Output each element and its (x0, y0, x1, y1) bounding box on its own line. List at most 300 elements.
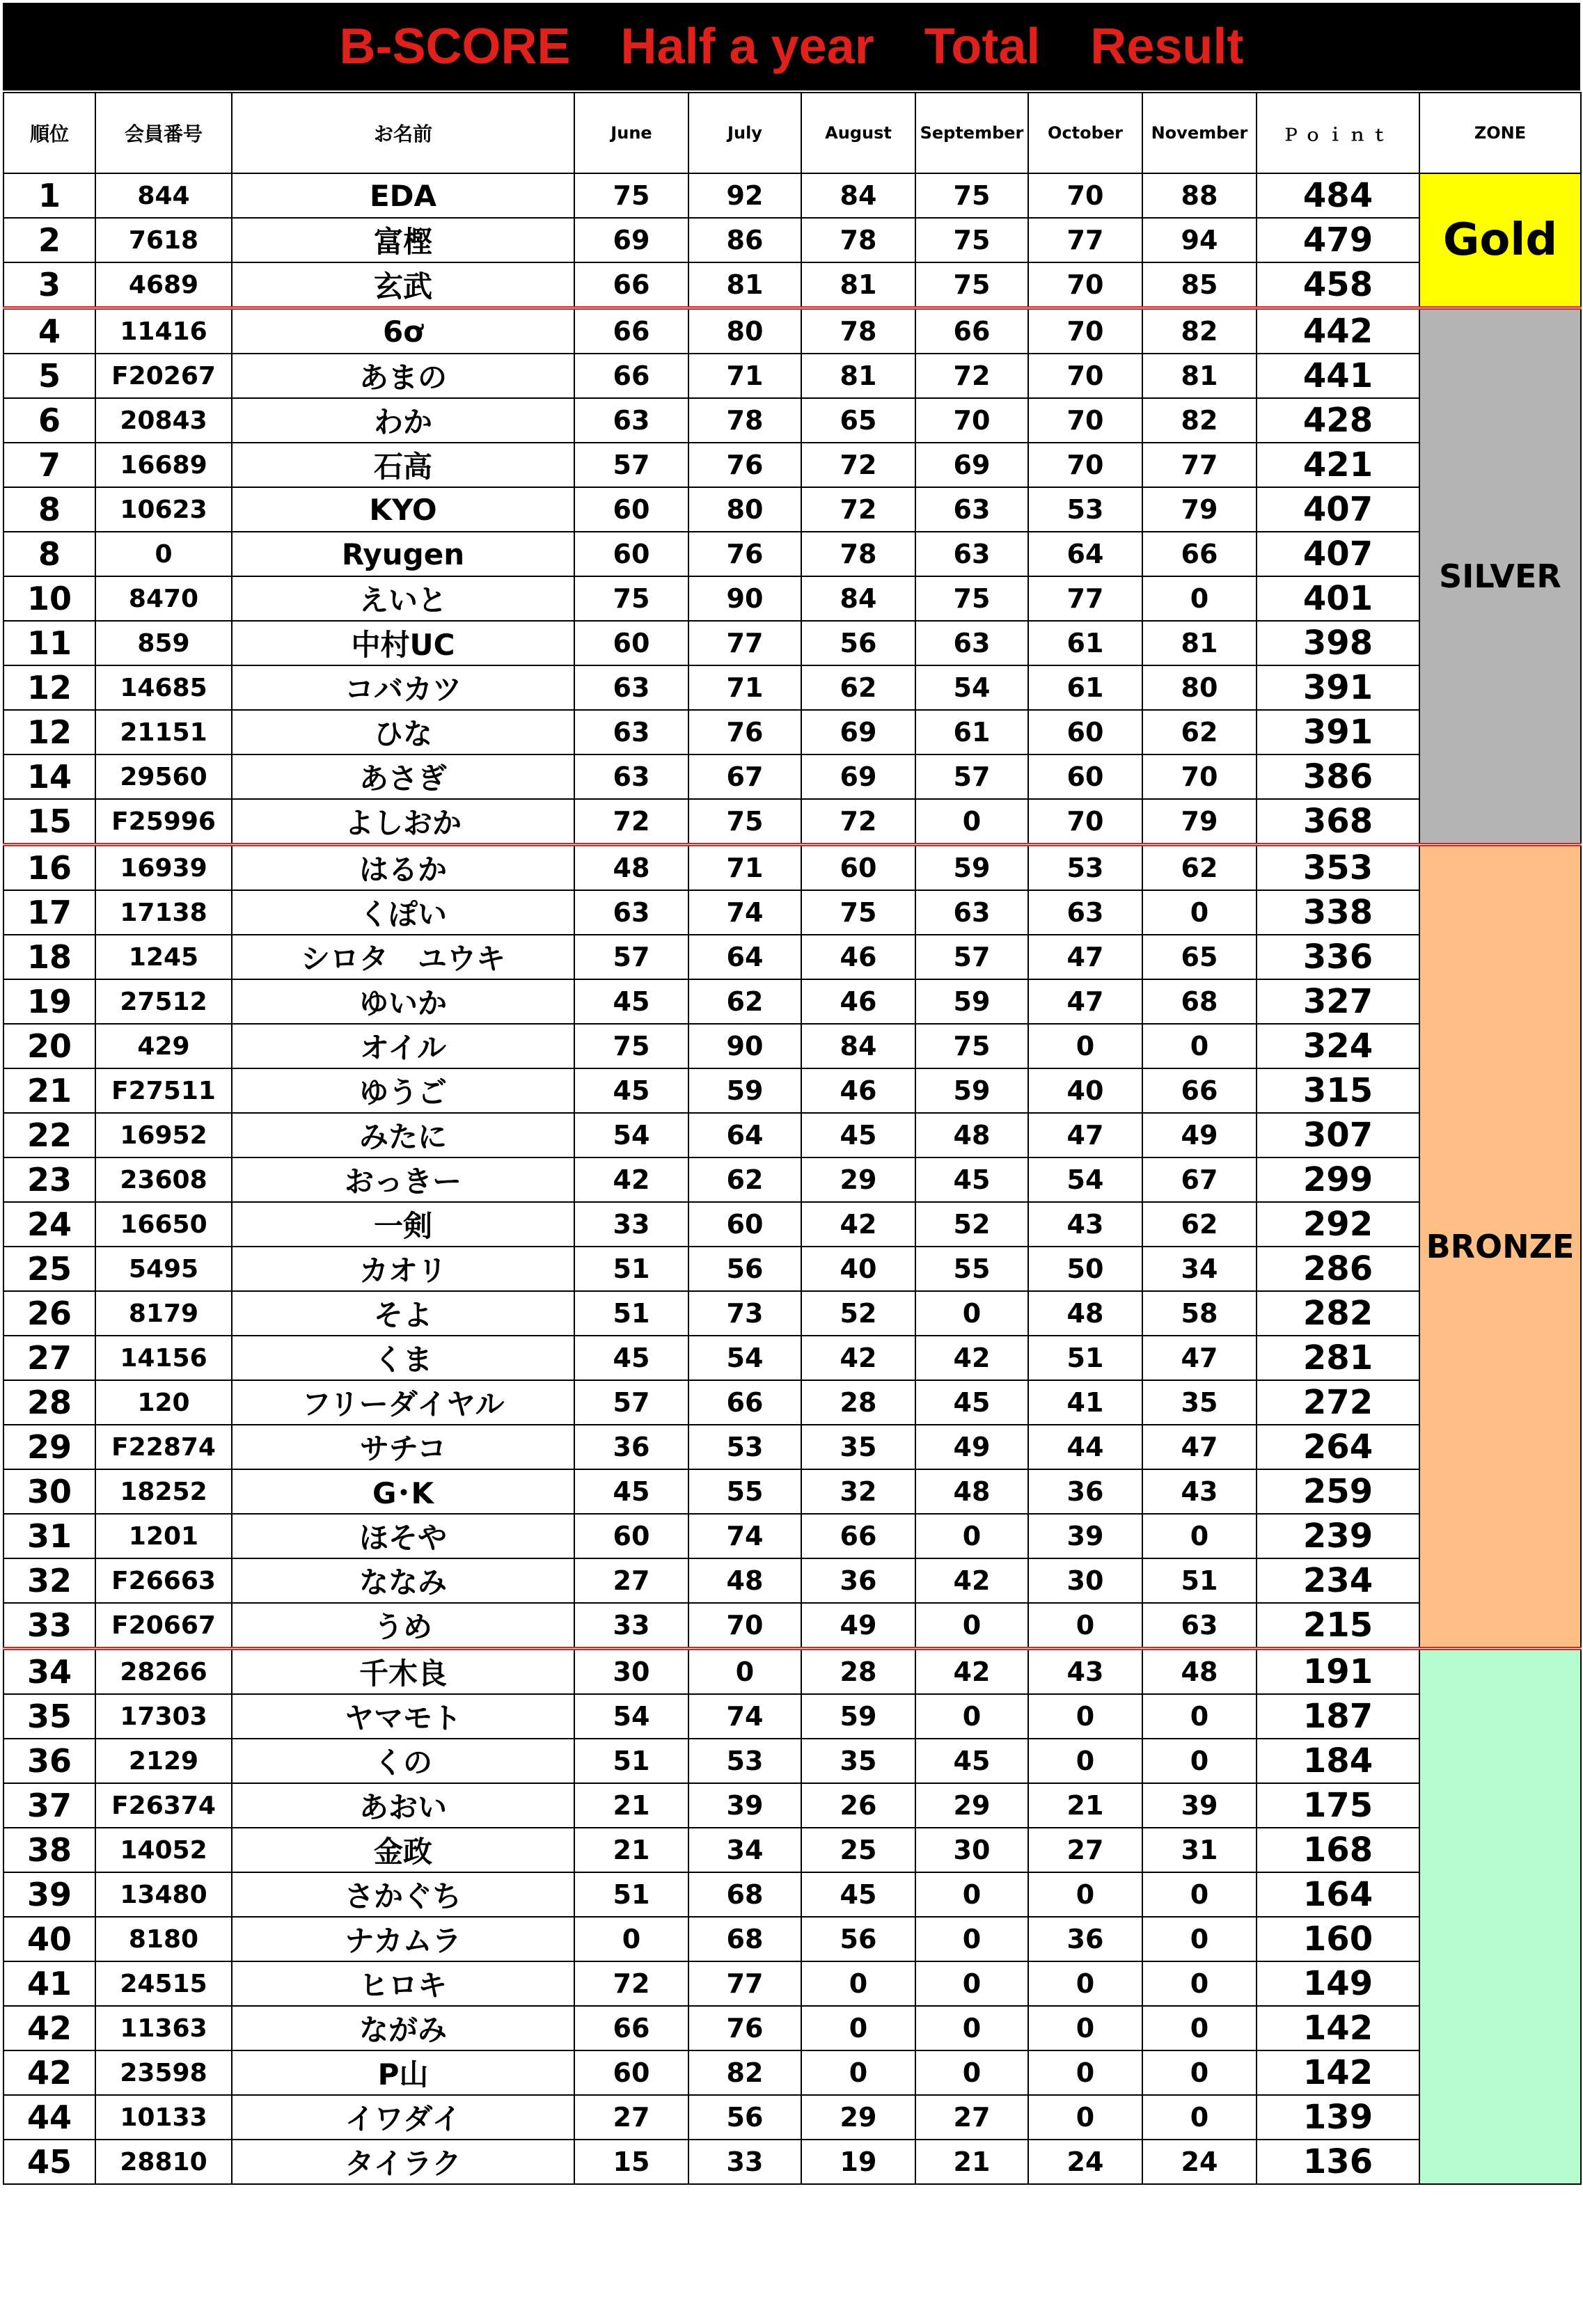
november-score-cell: 0 (1142, 576, 1257, 621)
july-score-cell: 62 (688, 979, 801, 1024)
table-row (3, 2095, 1581, 2140)
july-score-cell: 54 (688, 1336, 801, 1380)
november-score-cell: 31 (1142, 1828, 1257, 1872)
july-score-cell: 92 (688, 173, 801, 218)
member-number-cell: F20667 (95, 1603, 232, 1649)
name-cell: オイル (232, 1024, 574, 1068)
point-cell: 281 (1257, 1336, 1419, 1380)
september-score-cell: 0 (915, 2050, 1028, 2095)
july-score-cell: 66 (688, 1380, 801, 1425)
august-score-cell: 0 (801, 1961, 915, 2006)
september-score-cell: 48 (915, 1469, 1028, 1514)
june-score-cell: 27 (574, 2095, 688, 2140)
rank-cell: 27 (3, 1336, 95, 1380)
table-row (3, 890, 1581, 935)
header-name: お名前 (232, 93, 574, 173)
november-score-cell: 82 (1142, 308, 1257, 354)
point-cell: 136 (1257, 2140, 1419, 2184)
october-score-cell: 40 (1028, 1068, 1142, 1113)
header-rank: 順位 (3, 93, 95, 173)
rank-cell: 11 (3, 621, 95, 665)
august-score-cell: 52 (801, 1291, 915, 1336)
name-cell: くぽい (232, 890, 574, 935)
september-score-cell: 59 (915, 845, 1028, 891)
rank-cell: 2 (3, 218, 95, 262)
rank-cell: 29 (3, 1425, 95, 1469)
point-cell: 184 (1257, 1739, 1419, 1783)
august-score-cell: 56 (801, 621, 915, 665)
june-score-cell: 30 (574, 1649, 688, 1695)
november-score-cell: 85 (1142, 262, 1257, 308)
july-score-cell: 48 (688, 1558, 801, 1603)
august-score-cell: 25 (801, 1828, 915, 1872)
point-cell: 407 (1257, 487, 1419, 532)
rank-cell: 8 (3, 532, 95, 576)
table-row (3, 1380, 1581, 1425)
table-row (3, 1694, 1581, 1739)
november-score-cell: 62 (1142, 1202, 1257, 1247)
october-score-cell: 53 (1028, 845, 1142, 891)
rank-cell: 33 (3, 1603, 95, 1649)
member-number-cell: 859 (95, 621, 232, 665)
june-score-cell: 15 (574, 2140, 688, 2184)
october-score-cell: 64 (1028, 532, 1142, 576)
september-score-cell: 27 (915, 2095, 1028, 2140)
october-score-cell: 54 (1028, 1157, 1142, 1202)
august-score-cell: 49 (801, 1603, 915, 1649)
member-number-cell: 11416 (95, 308, 232, 354)
table-row (3, 2140, 1581, 2184)
july-score-cell: 75 (688, 799, 801, 845)
september-score-cell: 75 (915, 576, 1028, 621)
member-number-cell: F25996 (95, 799, 232, 845)
name-cell: G･K (232, 1469, 574, 1514)
october-score-cell: 0 (1028, 1694, 1142, 1739)
july-score-cell: 74 (688, 1514, 801, 1558)
member-number-cell: 0 (95, 532, 232, 576)
table-body (3, 173, 1581, 2184)
point-cell: 484 (1257, 173, 1419, 218)
table-row (3, 1024, 1581, 1068)
october-score-cell: 60 (1028, 710, 1142, 754)
september-score-cell: 54 (915, 665, 1028, 710)
header-june: June (574, 93, 688, 173)
october-score-cell: 0 (1028, 2006, 1142, 2050)
rank-cell: 45 (3, 2140, 95, 2184)
table-row (3, 1247, 1581, 1291)
rank-cell: 28 (3, 1380, 95, 1425)
august-score-cell: 32 (801, 1469, 915, 1514)
member-number-cell: 844 (95, 173, 232, 218)
july-score-cell: 71 (688, 665, 801, 710)
name-cell: フリーダイヤル (232, 1380, 574, 1425)
member-number-cell: 27512 (95, 979, 232, 1024)
november-score-cell: 0 (1142, 1961, 1257, 2006)
table-row (3, 1469, 1581, 1514)
july-score-cell: 74 (688, 1694, 801, 1739)
table-row (3, 487, 1581, 532)
september-score-cell: 42 (915, 1336, 1028, 1380)
july-score-cell: 74 (688, 890, 801, 935)
october-score-cell: 39 (1028, 1514, 1142, 1558)
november-score-cell: 47 (1142, 1336, 1257, 1380)
june-score-cell: 51 (574, 1872, 688, 1917)
name-cell: Ryugen (232, 532, 574, 576)
rank-cell: 25 (3, 1247, 95, 1291)
rank-cell: 24 (3, 1202, 95, 1247)
table-row (3, 710, 1581, 754)
june-score-cell: 63 (574, 890, 688, 935)
september-score-cell: 61 (915, 710, 1028, 754)
name-cell: タイラク (232, 2140, 574, 2184)
name-cell: みたに (232, 1113, 574, 1157)
rank-cell: 22 (3, 1113, 95, 1157)
october-score-cell: 21 (1028, 1783, 1142, 1828)
july-score-cell: 81 (688, 262, 801, 308)
name-cell: ほそや (232, 1514, 574, 1558)
point-cell: 139 (1257, 2095, 1419, 2140)
point-cell: 401 (1257, 576, 1419, 621)
point-cell: 327 (1257, 979, 1419, 1024)
table-row (3, 1649, 1581, 1695)
point-cell: 215 (1257, 1603, 1419, 1649)
october-score-cell: 50 (1028, 1247, 1142, 1291)
june-score-cell: 21 (574, 1828, 688, 1872)
name-cell: ひな (232, 710, 574, 754)
november-score-cell: 79 (1142, 487, 1257, 532)
rank-cell: 3 (3, 262, 95, 308)
september-score-cell: 63 (915, 532, 1028, 576)
member-number-cell: 16689 (95, 443, 232, 487)
august-score-cell: 29 (801, 1157, 915, 1202)
september-score-cell: 59 (915, 979, 1028, 1024)
table-row (3, 1828, 1581, 1872)
point-cell: 442 (1257, 308, 1419, 354)
point-cell: 272 (1257, 1380, 1419, 1425)
june-score-cell: 69 (574, 218, 688, 262)
member-number-cell: 14156 (95, 1336, 232, 1380)
name-cell: うめ (232, 1603, 574, 1649)
november-score-cell: 0 (1142, 1694, 1257, 1739)
table-row (3, 1558, 1581, 1603)
july-score-cell: 55 (688, 1469, 801, 1514)
name-cell: はるか (232, 845, 574, 891)
august-score-cell: 56 (801, 1917, 915, 1961)
member-number-cell: 429 (95, 1024, 232, 1068)
rank-cell: 39 (3, 1872, 95, 1917)
june-score-cell: 75 (574, 576, 688, 621)
member-number-cell: F27511 (95, 1068, 232, 1113)
november-score-cell: 51 (1142, 1558, 1257, 1603)
october-score-cell: 53 (1028, 487, 1142, 532)
september-score-cell: 45 (915, 1157, 1028, 1202)
june-score-cell: 60 (574, 621, 688, 665)
september-score-cell: 63 (915, 621, 1028, 665)
september-score-cell: 57 (915, 754, 1028, 799)
june-score-cell: 45 (574, 1336, 688, 1380)
november-score-cell: 0 (1142, 1739, 1257, 1783)
september-score-cell: 42 (915, 1558, 1028, 1603)
october-score-cell: 47 (1028, 1113, 1142, 1157)
member-number-cell: 16650 (95, 1202, 232, 1247)
point-cell: 164 (1257, 1872, 1419, 1917)
november-score-cell: 0 (1142, 1872, 1257, 1917)
rank-cell: 41 (3, 1961, 95, 2006)
july-score-cell: 82 (688, 2050, 801, 2095)
table-row (3, 1739, 1581, 1783)
november-score-cell: 70 (1142, 754, 1257, 799)
point-cell: 307 (1257, 1113, 1419, 1157)
november-score-cell: 0 (1142, 1024, 1257, 1068)
november-score-cell: 0 (1142, 1917, 1257, 1961)
september-score-cell: 45 (915, 1739, 1028, 1783)
june-score-cell: 57 (574, 935, 688, 979)
name-cell: EDA (232, 173, 574, 218)
november-score-cell: 62 (1142, 710, 1257, 754)
point-cell: 336 (1257, 935, 1419, 979)
august-score-cell: 72 (801, 443, 915, 487)
point-cell: 259 (1257, 1469, 1419, 1514)
july-score-cell: 71 (688, 354, 801, 398)
june-score-cell: 0 (574, 1917, 688, 1961)
table-row (3, 935, 1581, 979)
june-score-cell: 72 (574, 1961, 688, 2006)
november-score-cell: 88 (1142, 173, 1257, 218)
september-score-cell: 55 (915, 1247, 1028, 1291)
october-score-cell: 36 (1028, 1469, 1142, 1514)
name-cell: P山 (232, 2050, 574, 2095)
july-score-cell: 53 (688, 1425, 801, 1469)
july-score-cell: 60 (688, 1202, 801, 1247)
member-number-cell: F20267 (95, 354, 232, 398)
rank-cell: 12 (3, 665, 95, 710)
july-score-cell: 64 (688, 1113, 801, 1157)
rank-cell: 30 (3, 1469, 95, 1514)
table-row (3, 1603, 1581, 1649)
member-number-cell: 7618 (95, 218, 232, 262)
august-score-cell: 46 (801, 979, 915, 1024)
rank-cell: 31 (3, 1514, 95, 1558)
member-number-cell: 11363 (95, 2006, 232, 2050)
rank-cell: 34 (3, 1649, 95, 1695)
august-score-cell: 84 (801, 1024, 915, 1068)
october-score-cell: 27 (1028, 1828, 1142, 1872)
point-cell: 168 (1257, 1828, 1419, 1872)
member-number-cell: 4689 (95, 262, 232, 308)
member-number-cell: 8180 (95, 1917, 232, 1961)
rank-cell: 35 (3, 1694, 95, 1739)
name-cell: えいと (232, 576, 574, 621)
table-row (3, 1291, 1581, 1336)
august-score-cell: 81 (801, 262, 915, 308)
july-score-cell: 56 (688, 2095, 801, 2140)
name-cell: くの (232, 1739, 574, 1783)
august-score-cell: 0 (801, 2006, 915, 2050)
august-score-cell: 35 (801, 1425, 915, 1469)
member-number-cell: 8179 (95, 1291, 232, 1336)
name-cell: ななみ (232, 1558, 574, 1603)
july-score-cell: 64 (688, 935, 801, 979)
name-cell: あおい (232, 1783, 574, 1828)
name-cell: サチコ (232, 1425, 574, 1469)
june-score-cell: 33 (574, 1202, 688, 1247)
point-cell: 191 (1257, 1649, 1419, 1695)
rank-cell: 26 (3, 1291, 95, 1336)
member-number-cell: 23598 (95, 2050, 232, 2095)
point-cell: 386 (1257, 754, 1419, 799)
results-table (3, 92, 1582, 2185)
name-cell: カオリ (232, 1247, 574, 1291)
name-cell: ゆうご (232, 1068, 574, 1113)
november-score-cell: 0 (1142, 2006, 1257, 2050)
table-row (3, 1872, 1581, 1917)
name-cell: 金政 (232, 1828, 574, 1872)
august-score-cell: 29 (801, 2095, 915, 2140)
member-number-cell: 8470 (95, 576, 232, 621)
rank-cell: 42 (3, 2050, 95, 2095)
june-score-cell: 45 (574, 1068, 688, 1113)
point-cell: 421 (1257, 443, 1419, 487)
october-score-cell: 70 (1028, 308, 1142, 354)
october-score-cell: 70 (1028, 354, 1142, 398)
june-score-cell: 63 (574, 710, 688, 754)
august-score-cell: 84 (801, 173, 915, 218)
point-cell: 286 (1257, 1247, 1419, 1291)
table-row (3, 1113, 1581, 1157)
table-row (3, 1917, 1581, 1961)
point-cell: 391 (1257, 665, 1419, 710)
october-score-cell: 70 (1028, 443, 1142, 487)
october-score-cell: 61 (1028, 621, 1142, 665)
september-score-cell: 0 (915, 1961, 1028, 2006)
july-score-cell: 77 (688, 621, 801, 665)
november-score-cell: 63 (1142, 1603, 1257, 1649)
name-cell: ヒロキ (232, 1961, 574, 2006)
rank-cell: 32 (3, 1558, 95, 1603)
member-number-cell: 28810 (95, 2140, 232, 2184)
point-cell: 160 (1257, 1917, 1419, 1961)
name-cell: 中村UC (232, 621, 574, 665)
name-cell: さかぐち (232, 1872, 574, 1917)
july-score-cell: 0 (688, 1649, 801, 1695)
point-cell: 142 (1257, 2006, 1419, 2050)
point-cell: 149 (1257, 1961, 1419, 2006)
november-score-cell: 0 (1142, 2050, 1257, 2095)
point-cell: 315 (1257, 1068, 1419, 1113)
august-score-cell: 28 (801, 1649, 915, 1695)
august-score-cell: 46 (801, 1068, 915, 1113)
header-zone: ZONE (1419, 93, 1581, 173)
september-score-cell: 70 (915, 398, 1028, 443)
september-score-cell: 0 (915, 2006, 1028, 2050)
point-cell: 142 (1257, 2050, 1419, 2095)
july-score-cell: 71 (688, 845, 801, 891)
november-score-cell: 80 (1142, 665, 1257, 710)
november-score-cell: 43 (1142, 1469, 1257, 1514)
july-score-cell: 59 (688, 1068, 801, 1113)
november-score-cell: 67 (1142, 1157, 1257, 1202)
table-row (3, 979, 1581, 1024)
member-number-cell: 18252 (95, 1469, 232, 1514)
october-score-cell: 63 (1028, 890, 1142, 935)
june-score-cell: 75 (574, 173, 688, 218)
table-row (3, 398, 1581, 443)
november-score-cell: 77 (1142, 443, 1257, 487)
point-cell: 368 (1257, 799, 1419, 845)
june-score-cell: 63 (574, 754, 688, 799)
september-score-cell: 0 (915, 1917, 1028, 1961)
july-score-cell: 76 (688, 710, 801, 754)
point-cell: 441 (1257, 354, 1419, 398)
november-score-cell: 48 (1142, 1649, 1257, 1695)
november-score-cell: 0 (1142, 1514, 1257, 1558)
rank-cell: 36 (3, 1739, 95, 1783)
july-score-cell: 86 (688, 218, 801, 262)
october-score-cell: 60 (1028, 754, 1142, 799)
rank-cell: 20 (3, 1024, 95, 1068)
page-title: B-SCORE Half a year Total Result (3, 3, 1580, 90)
june-score-cell: 66 (574, 354, 688, 398)
table-row (3, 1068, 1581, 1113)
table-row (3, 532, 1581, 576)
table-row (3, 799, 1581, 845)
october-score-cell: 70 (1028, 262, 1142, 308)
august-score-cell: 45 (801, 1113, 915, 1157)
august-score-cell: 19 (801, 2140, 915, 2184)
june-score-cell: 54 (574, 1694, 688, 1739)
name-cell: 富樫 (232, 218, 574, 262)
september-score-cell: 75 (915, 173, 1028, 218)
august-score-cell: 46 (801, 935, 915, 979)
rank-cell: 38 (3, 1828, 95, 1872)
november-score-cell: 24 (1142, 2140, 1257, 2184)
september-score-cell: 63 (915, 487, 1028, 532)
point-cell: 353 (1257, 845, 1419, 891)
july-score-cell: 90 (688, 576, 801, 621)
rank-cell: 44 (3, 2095, 95, 2140)
header-october: October (1028, 93, 1142, 173)
table-row (3, 354, 1581, 398)
august-score-cell: 78 (801, 218, 915, 262)
rank-cell: 17 (3, 890, 95, 935)
rank-cell: 1 (3, 173, 95, 218)
november-score-cell: 0 (1142, 890, 1257, 935)
september-score-cell: 69 (915, 443, 1028, 487)
table-row (3, 754, 1581, 799)
september-score-cell: 75 (915, 262, 1028, 308)
september-score-cell: 45 (915, 1380, 1028, 1425)
july-score-cell: 78 (688, 398, 801, 443)
september-score-cell: 0 (915, 1603, 1028, 1649)
june-score-cell: 45 (574, 1469, 688, 1514)
june-score-cell: 60 (574, 1514, 688, 1558)
june-score-cell: 60 (574, 532, 688, 576)
october-score-cell: 0 (1028, 1603, 1142, 1649)
name-cell: あまの (232, 354, 574, 398)
october-score-cell: 70 (1028, 799, 1142, 845)
october-score-cell: 0 (1028, 2095, 1142, 2140)
name-cell: コバカツ (232, 665, 574, 710)
june-score-cell: 54 (574, 1113, 688, 1157)
rank-cell: 8 (3, 487, 95, 532)
november-score-cell: 79 (1142, 799, 1257, 845)
name-cell: わか (232, 398, 574, 443)
august-score-cell: 78 (801, 532, 915, 576)
october-score-cell: 77 (1028, 576, 1142, 621)
name-cell: 一剣 (232, 1202, 574, 1247)
november-score-cell: 94 (1142, 218, 1257, 262)
july-score-cell: 68 (688, 1872, 801, 1917)
